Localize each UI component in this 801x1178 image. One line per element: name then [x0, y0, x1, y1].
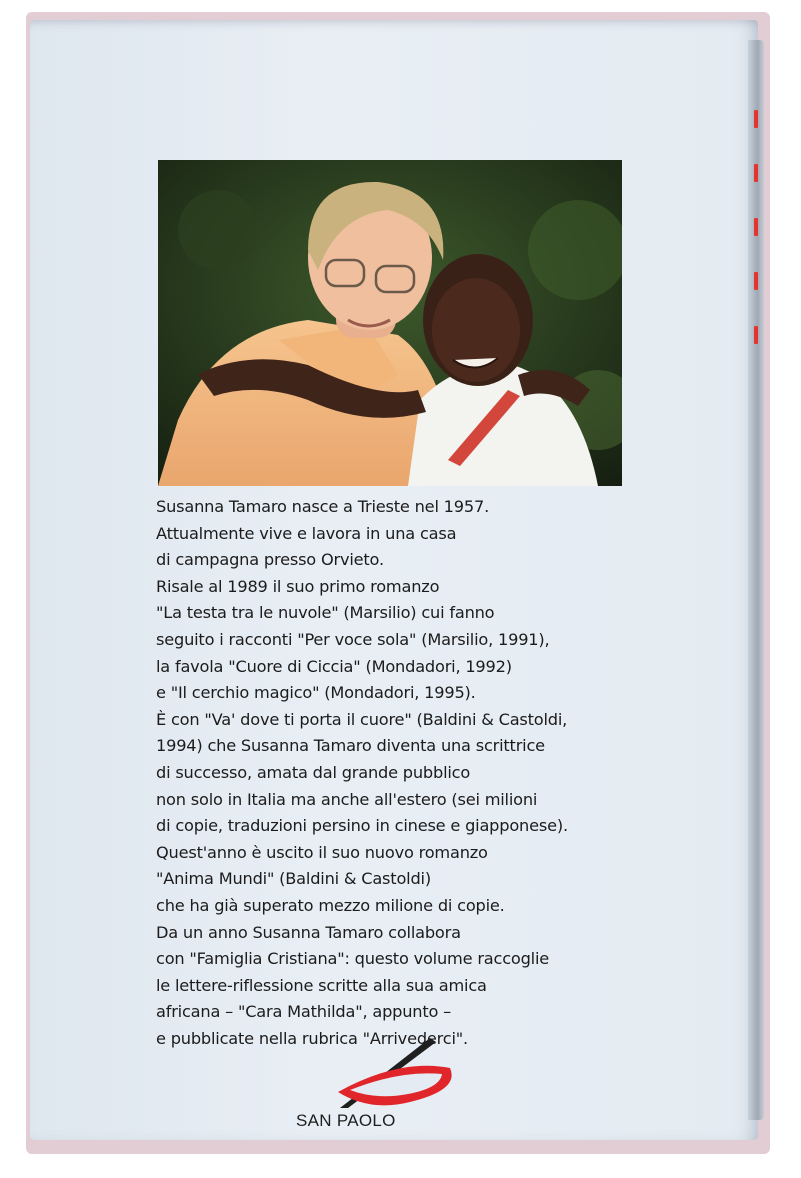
- bio-line: Quest'anno è uscito il suo nuovo romanzo: [156, 842, 488, 862]
- bio-line: "La testa tra le nuvole" (Marsilio) cui fanno: [156, 603, 495, 623]
- publisher-name: SAN PAOLO: [296, 1111, 396, 1130]
- bio-line: con "Famiglia Cristiana": questo volume raccoglie: [156, 949, 550, 969]
- spine-red-marks: [754, 110, 760, 380]
- publisher-logo: [290, 1030, 470, 1140]
- bio-line: africana – "Cara Mathilda", appunto –: [156, 1002, 452, 1022]
- bio-line: non solo in Italia ma anche all'estero (sei milioni: [156, 789, 538, 809]
- bio-line: e pubblicate nella rubrica "Arrivederci".: [156, 1028, 468, 1048]
- bio-line: Attualmente vive e lavora in una casa: [156, 523, 457, 543]
- bio-line: che ha già superato mezzo milione di copie.: [156, 895, 505, 915]
- bio-line: seguito i racconti "Per voce sola" (Marsilio, 1991),: [156, 629, 550, 649]
- bio-line: di copie, traduzioni persino in cinese e giapponese).: [156, 816, 568, 836]
- bio-line: e "Il cerchio magico" (Mondadori, 1995).: [156, 683, 476, 703]
- bio-line: la favola "Cuore di Ciccia" (Mondadori, 1992): [156, 656, 512, 676]
- bio-line: Risale al 1989 il suo primo romanzo: [156, 576, 440, 596]
- bio-line: Susanna Tamaro nasce a Trieste nel 1957.: [156, 497, 490, 516]
- author-photo: [158, 160, 622, 486]
- bio-line: di campagna presso Orvieto.: [156, 550, 384, 570]
- bio-line: "Anima Mundi" (Baldini & Castoldi): [156, 869, 431, 889]
- bio-line: di successo, amata dal grande pubblico: [156, 762, 471, 782]
- bio-line: Da un anno Susanna Tamaro collabora: [156, 922, 461, 942]
- bio-line: È con "Va' dove ti porta il cuore" (Baldini & Castoldi,: [156, 709, 568, 729]
- bio-line: le lettere-riflessione scritte alla sua amica: [156, 975, 487, 995]
- san-paolo-swoosh-icon: [290, 1030, 470, 1110]
- bio-line: 1994) che Susanna Tamaro diventa una scrittrice: [156, 736, 545, 756]
- author-bio: [156, 494, 636, 1052]
